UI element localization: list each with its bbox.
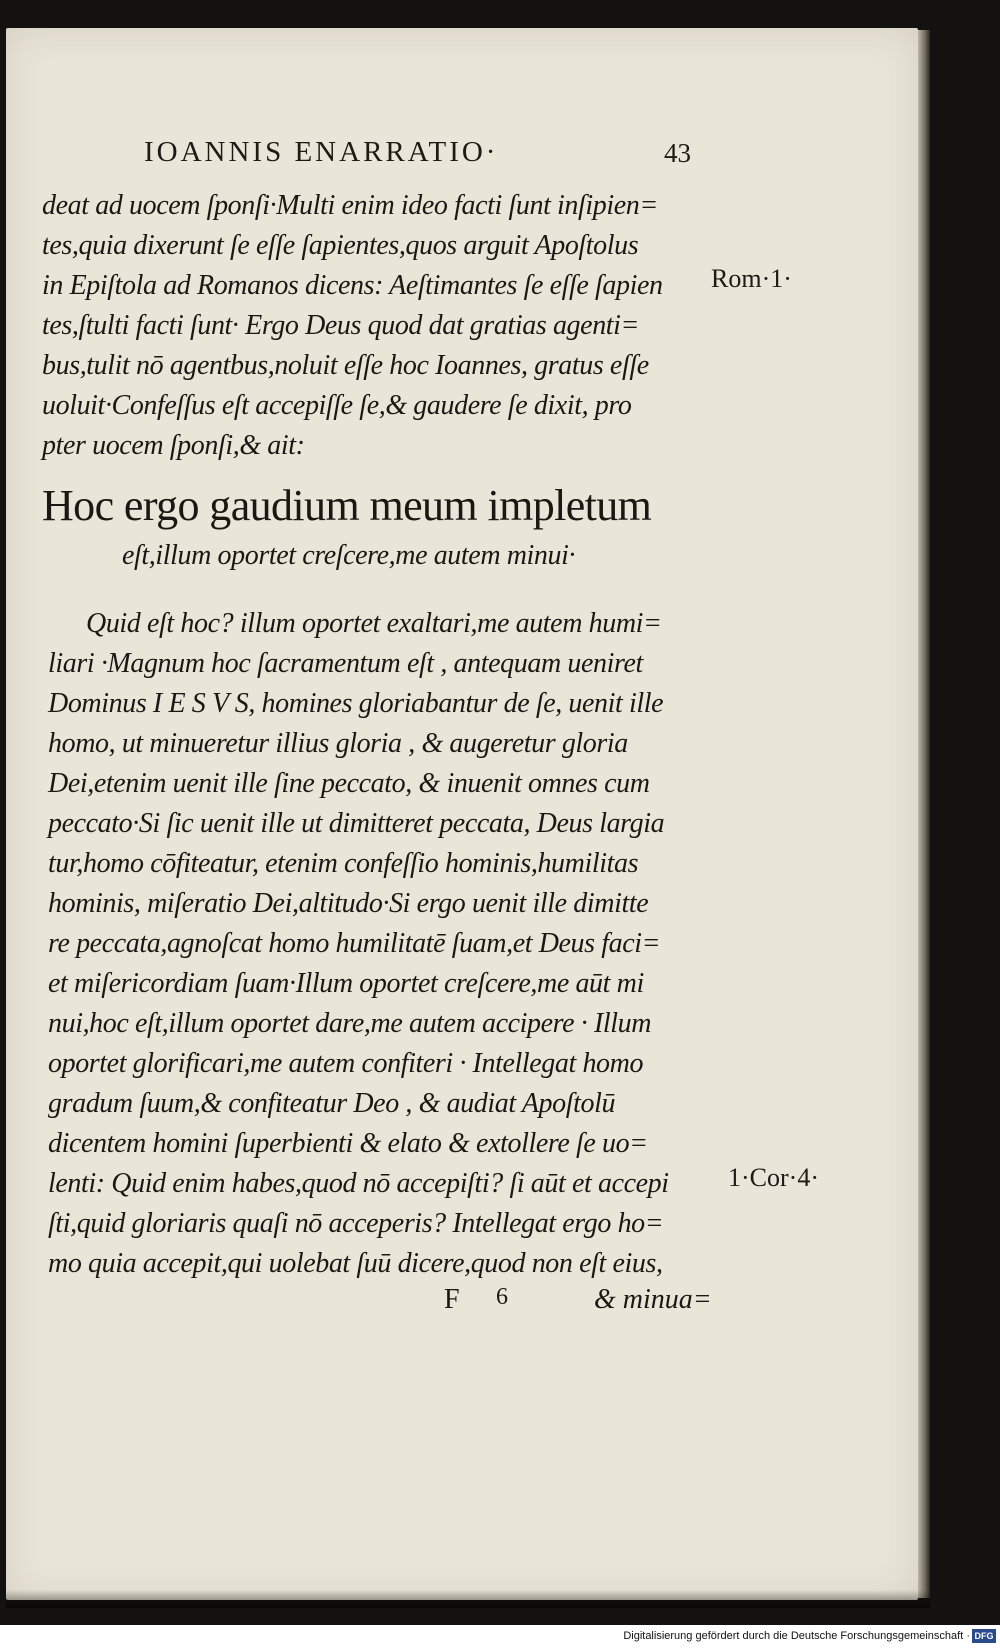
text-line: Dominus I E S V S, homines gloriabantur de ſe, uenit ille [48, 688, 664, 719]
page-edge-shadow [918, 30, 930, 1598]
lemma-heading: Hoc ergo gaudium meum impletum [42, 481, 652, 530]
digitization-footer [0, 1625, 1000, 1648]
text-line: gradum ſuum,& confiteatur Deo , & audiat Apoſtolū [48, 1088, 616, 1119]
text-line: tes,quia dixerunt ſe eſſe ſapientes,quos arguit Apoſtolus [42, 230, 639, 261]
text-line: peccato·Si ſic uenit ille ut dimitteret peccata, Deus largia [48, 808, 665, 839]
text-line: nui,hoc eſt,illum oportet dare,me autem accipere · Illum [48, 1008, 652, 1039]
text-line: uoluit·Confeſſus eſt accepiſſe ſe,& gaudere ſe dixit, pro [42, 390, 632, 421]
text-line: lenti: Quid enim habes,quod nō accepiſti? ſi aūt et accepi [48, 1168, 669, 1199]
text-line: hominis, miſeratio Dei,altitudo·Si ergo uenit ille dimitte [48, 888, 649, 919]
text-line: et miſericordiam ſuam·Illum oportet creſcere,me aūt mi [48, 968, 644, 999]
text-line: Dei,etenim uenit ille ſine peccato, & inuenit omnes cum [48, 768, 650, 799]
signature-mark: F [444, 1284, 460, 1315]
dfg-logo: DFG [972, 1629, 996, 1643]
page-foot [6, 1284, 1000, 1324]
text-line: deat ad uocem ſponſi·Multi enim ideo facti ſunt inſipien= [42, 190, 658, 221]
text-line: ſti,quid gloriaris quaſi nō acceperis? Intellegat ergo ho= [48, 1208, 664, 1239]
text-line: oportet glorificari,me autem confiteri · Intellegat homo [48, 1048, 644, 1079]
page-bottom-shadow [6, 1590, 930, 1608]
catchword: & minua= [594, 1284, 712, 1315]
page-number: 43 [664, 138, 691, 168]
running-head: IOANNIS ENARRATIO· [144, 136, 499, 168]
text-line: mo quia accepit,qui uolebat ſuū dicere,quod non eſt eius, [48, 1248, 663, 1279]
text-line: pter uocem ſponſi,& ait: [42, 430, 305, 461]
text-line: liari ·Magnum hoc ſacramentum eſt , antequam ueniret [48, 648, 643, 679]
signature-number: 6 [496, 1284, 508, 1310]
text-line: tur,homo cōfiteatur, etenim confeſſio hominis,humilitas [48, 848, 639, 879]
margin-note-romans: Rom·1· [711, 264, 792, 293]
text-line: bus,tulit nō agentbus,noluit eſſe hoc Ioannes, gratus eſſe [42, 350, 649, 381]
text-line: tes,ſtulti facti ſunt· Ergo Deus quod dat gratias agenti= [42, 310, 640, 341]
margin-note-corinthians: 1·Cor·4· [728, 1163, 819, 1192]
footer-credit: Digitalisierung gefördert durch die Deutsche Forschungsgemeinschaft · [623, 1630, 970, 1642]
lemma-heading-continuation: eſt,illum oportet creſcere,me autem minui· [122, 540, 576, 571]
book-page [6, 28, 918, 1600]
text-line: in Epiſtola ad Romanos dicens: Aeſtimantes ſe eſſe ſapien [42, 270, 663, 301]
text-line: dicentem homini ſuperbienti & elato & extollere ſe uo= [48, 1128, 648, 1159]
text-line: homo, ut minueretur illius gloria , & augeretur gloria [48, 728, 628, 759]
text-line: re peccata,agnoſcat homo humilitatē ſuam,et Deus faci= [48, 928, 661, 959]
text-line: Quid eſt hoc? illum oportet exaltari,me autem humi= [86, 608, 662, 639]
